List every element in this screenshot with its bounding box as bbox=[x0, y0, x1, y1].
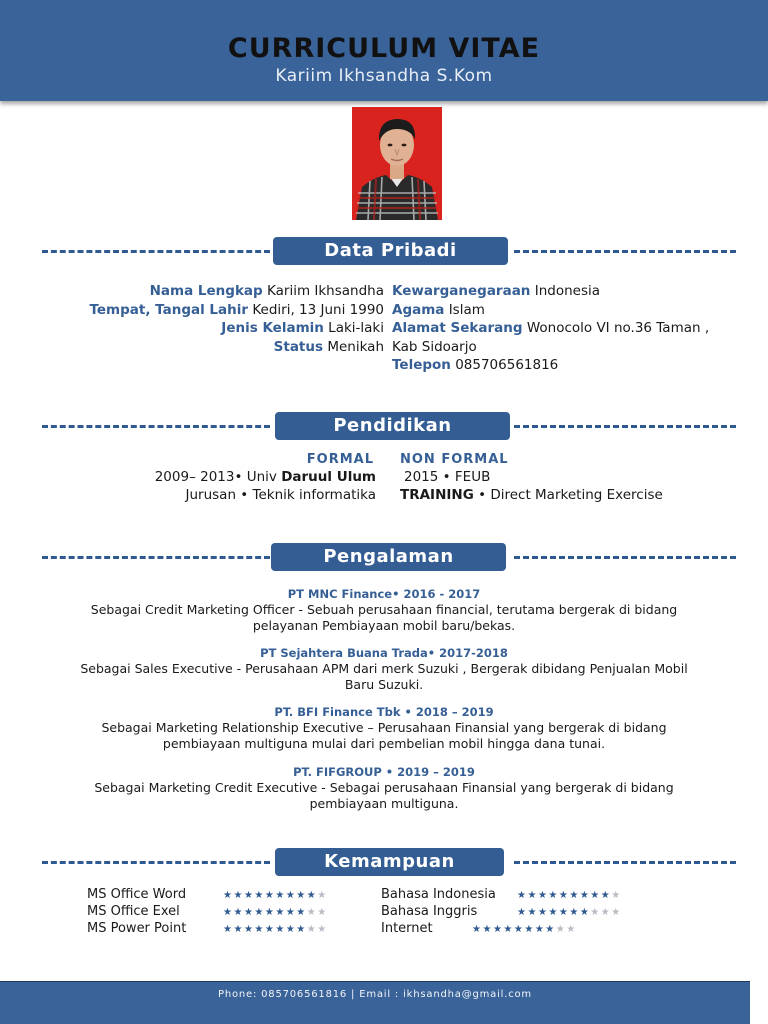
star-filled-icon: ★ bbox=[254, 924, 265, 935]
section-experience-header bbox=[42, 543, 736, 573]
star-filled-icon: ★ bbox=[275, 890, 286, 901]
section-title-skills: Kemampuan bbox=[275, 848, 504, 876]
star-filled-icon: ★ bbox=[590, 890, 601, 901]
star-filled-icon: ★ bbox=[233, 924, 244, 935]
education-nonformal-heading: NON FORMAL bbox=[400, 452, 509, 467]
experience-title: PT. FIFGROUP • 2019 – 2019 bbox=[293, 765, 475, 779]
star-filled-icon: ★ bbox=[296, 924, 307, 935]
skill-rating-stars bbox=[223, 889, 328, 903]
experience-desc-line: pembiayaan multiguna mulai dari pembelian mobil hingga dana tunai. bbox=[162, 736, 606, 751]
field-value: Indonesia bbox=[534, 283, 601, 299]
star-filled-icon: ★ bbox=[275, 907, 286, 918]
star-filled-icon: ★ bbox=[545, 924, 556, 935]
field-label: Jenis Kelamin bbox=[221, 320, 324, 336]
experience-item bbox=[40, 587, 728, 634]
field-religion bbox=[392, 301, 709, 320]
star-filled-icon: ★ bbox=[264, 924, 276, 935]
star-filled-icon: ★ bbox=[285, 924, 297, 935]
experience-title: PT MNC Finance• 2016 - 2017 bbox=[287, 587, 481, 601]
education-nonformal-line2 bbox=[400, 487, 663, 503]
skill-rating-stars bbox=[223, 923, 328, 937]
divider-left bbox=[42, 425, 270, 428]
star-filled-icon: ★ bbox=[223, 890, 234, 901]
star-filled-icon: ★ bbox=[264, 907, 276, 918]
skill-name: MS Office Exel bbox=[87, 904, 180, 919]
field-label: Alamat Sekarang bbox=[392, 320, 523, 336]
experience-desc-line: pembiayaan multiguna. bbox=[309, 796, 459, 811]
skill-rating-stars bbox=[472, 923, 577, 937]
star-filled-icon: ★ bbox=[275, 924, 286, 935]
skill-rating-stars bbox=[517, 906, 622, 920]
field-value: Laki-laki bbox=[328, 320, 384, 336]
star-filled-icon: ★ bbox=[517, 890, 528, 901]
star-empty-icon: ★ bbox=[611, 890, 622, 901]
experience-item bbox=[40, 646, 728, 693]
star-empty-icon: ★ bbox=[317, 924, 328, 935]
education-formal-line1 bbox=[155, 469, 376, 485]
star-filled-icon: ★ bbox=[503, 924, 514, 935]
star-filled-icon: ★ bbox=[243, 890, 255, 901]
divider-right bbox=[514, 861, 736, 864]
experience-desc-line: Sebagai Marketing Credit Executive - Sebagai perusahaan Finansial yang bergerak di bidang bbox=[94, 780, 674, 795]
star-filled-icon: ★ bbox=[527, 890, 538, 901]
section-title-experience: Pengalaman bbox=[271, 543, 506, 571]
star-filled-icon: ★ bbox=[254, 907, 265, 918]
star-filled-icon: ★ bbox=[569, 907, 580, 918]
star-filled-icon: ★ bbox=[264, 890, 276, 901]
experience-title: PT Sejahtera Buana Trada• 2017-2018 bbox=[260, 646, 508, 660]
star-filled-icon: ★ bbox=[492, 924, 504, 935]
experience-desc-line: Baru Suzuki. bbox=[344, 677, 424, 692]
divider-left bbox=[42, 861, 270, 864]
field-address-cont bbox=[392, 338, 709, 357]
star-filled-icon: ★ bbox=[548, 890, 559, 901]
field-birth bbox=[89, 301, 384, 320]
section-title-education: Pendidikan bbox=[275, 412, 510, 440]
skill-name: Bahasa Indonesia bbox=[381, 887, 496, 902]
divider-left bbox=[42, 556, 270, 559]
skill-name: Internet bbox=[381, 921, 433, 936]
personal-info-right bbox=[392, 282, 709, 375]
education-years: 2009– 2013• Univ bbox=[154, 469, 277, 485]
field-value: Islam bbox=[448, 301, 485, 318]
field-label: Nama Lengkap bbox=[149, 283, 263, 299]
skill-name: Bahasa Inggris bbox=[381, 904, 478, 919]
star-filled-icon: ★ bbox=[534, 924, 546, 935]
field-label: Agama bbox=[392, 301, 445, 318]
section-personal-header bbox=[42, 237, 736, 267]
footer-contact: Phone: 085706561816 | Email : ikhsandha@gmail.com bbox=[0, 981, 750, 1024]
divider-right bbox=[514, 556, 736, 559]
star-filled-icon: ★ bbox=[306, 890, 318, 901]
profile-photo bbox=[352, 107, 442, 220]
star-empty-icon: ★ bbox=[555, 924, 567, 935]
star-filled-icon: ★ bbox=[223, 907, 234, 918]
experience-item bbox=[40, 705, 728, 752]
star-filled-icon: ★ bbox=[558, 907, 570, 918]
field-value: 085706561816 bbox=[455, 357, 559, 373]
star-filled-icon: ★ bbox=[537, 907, 549, 918]
experience-desc-line: pelayanan Pembiayaan mobil baru/bekas. bbox=[252, 618, 516, 633]
field-label: Telepon bbox=[392, 357, 451, 373]
star-filled-icon: ★ bbox=[524, 924, 535, 935]
star-empty-icon: ★ bbox=[306, 924, 318, 935]
star-filled-icon: ★ bbox=[233, 907, 244, 918]
field-label: Status bbox=[273, 338, 324, 355]
star-filled-icon: ★ bbox=[285, 907, 297, 918]
page-title: CURRICULUM VITAE bbox=[227, 33, 541, 64]
skill-name: MS Office Word bbox=[87, 887, 187, 902]
education-school: Daruul Ulum bbox=[281, 469, 376, 485]
field-nationality bbox=[392, 282, 709, 301]
star-empty-icon: ★ bbox=[317, 890, 328, 901]
star-filled-icon: ★ bbox=[600, 890, 612, 901]
star-filled-icon: ★ bbox=[243, 924, 255, 935]
education-formal-line2: Jurusan • Teknik informatika bbox=[185, 487, 376, 503]
section-skills-header bbox=[42, 848, 736, 878]
field-label: Tempat, Tangal Lahir bbox=[89, 301, 249, 318]
section-title-personal: Data Pribadi bbox=[273, 237, 508, 265]
training-label: TRAINING bbox=[400, 487, 474, 503]
star-filled-icon: ★ bbox=[296, 907, 307, 918]
star-filled-icon: ★ bbox=[537, 890, 549, 901]
star-empty-icon: ★ bbox=[566, 924, 577, 935]
experience-title: PT. BFI Finance Tbk • 2018 – 2019 bbox=[274, 705, 494, 719]
divider-right bbox=[514, 250, 736, 253]
section-education-header bbox=[42, 412, 736, 442]
star-filled-icon: ★ bbox=[296, 890, 307, 901]
skill-name: MS Power Point bbox=[87, 921, 187, 936]
star-filled-icon: ★ bbox=[579, 890, 591, 901]
star-empty-icon: ★ bbox=[600, 907, 612, 918]
field-label: Kewarganegaraan bbox=[392, 283, 531, 299]
divider-right bbox=[514, 425, 736, 428]
star-filled-icon: ★ bbox=[548, 907, 559, 918]
experience-item bbox=[40, 765, 728, 812]
field-value: Wonocolo VI no.36 Taman , bbox=[526, 320, 710, 336]
field-value: Kediri, 13 Juni 1990 bbox=[252, 301, 384, 318]
star-empty-icon: ★ bbox=[306, 907, 318, 918]
star-filled-icon: ★ bbox=[254, 890, 265, 901]
star-filled-icon: ★ bbox=[569, 890, 580, 901]
field-address bbox=[392, 319, 709, 338]
personal-info-left bbox=[89, 282, 384, 356]
star-filled-icon: ★ bbox=[527, 907, 538, 918]
field-gender bbox=[89, 319, 384, 338]
field-value: Kariim Ikhsandha bbox=[267, 283, 384, 299]
star-filled-icon: ★ bbox=[558, 890, 570, 901]
star-filled-icon: ★ bbox=[243, 907, 255, 918]
star-filled-icon: ★ bbox=[579, 907, 591, 918]
person-name: Kariim Ikhsandha S.Kom bbox=[275, 66, 493, 86]
experience-desc-line: Sebagai Marketing Relationship Executive – Perusahaan Finansial yang bergerak di bidang bbox=[101, 720, 667, 735]
star-filled-icon: ★ bbox=[223, 924, 234, 935]
star-filled-icon: ★ bbox=[233, 890, 244, 901]
training-value: • Direct Marketing Exercise bbox=[473, 487, 663, 503]
star-empty-icon: ★ bbox=[611, 907, 622, 918]
experience-desc-line: Sebagai Sales Executive - Perusahaan APM dari merk Suzuki , Bergerak dibidang Penjualan Mobil bbox=[80, 661, 688, 676]
education-formal-heading: FORMAL bbox=[306, 452, 374, 467]
star-filled-icon: ★ bbox=[482, 924, 493, 935]
star-filled-icon: ★ bbox=[285, 890, 297, 901]
skill-rating-stars bbox=[223, 906, 328, 920]
star-empty-icon: ★ bbox=[317, 907, 328, 918]
education-nonformal-line1: 2015 • FEUB bbox=[404, 469, 491, 485]
field-full-name bbox=[89, 282, 384, 301]
field-value: Kab Sidoarjo bbox=[392, 338, 477, 355]
experience-desc-line: Sebagai Credit Marketing Officer - Sebuah perusahaan financial, terutama bergerak di bidang bbox=[90, 602, 678, 617]
star-filled-icon: ★ bbox=[472, 924, 483, 935]
skill-rating-stars bbox=[517, 889, 622, 903]
star-filled-icon: ★ bbox=[513, 924, 525, 935]
star-empty-icon: ★ bbox=[590, 907, 601, 918]
field-value: Menikah bbox=[327, 338, 384, 355]
field-marital-status bbox=[89, 338, 384, 357]
header-banner bbox=[0, 0, 768, 101]
divider-left bbox=[42, 250, 270, 253]
star-filled-icon: ★ bbox=[517, 907, 528, 918]
field-phone bbox=[392, 356, 709, 375]
